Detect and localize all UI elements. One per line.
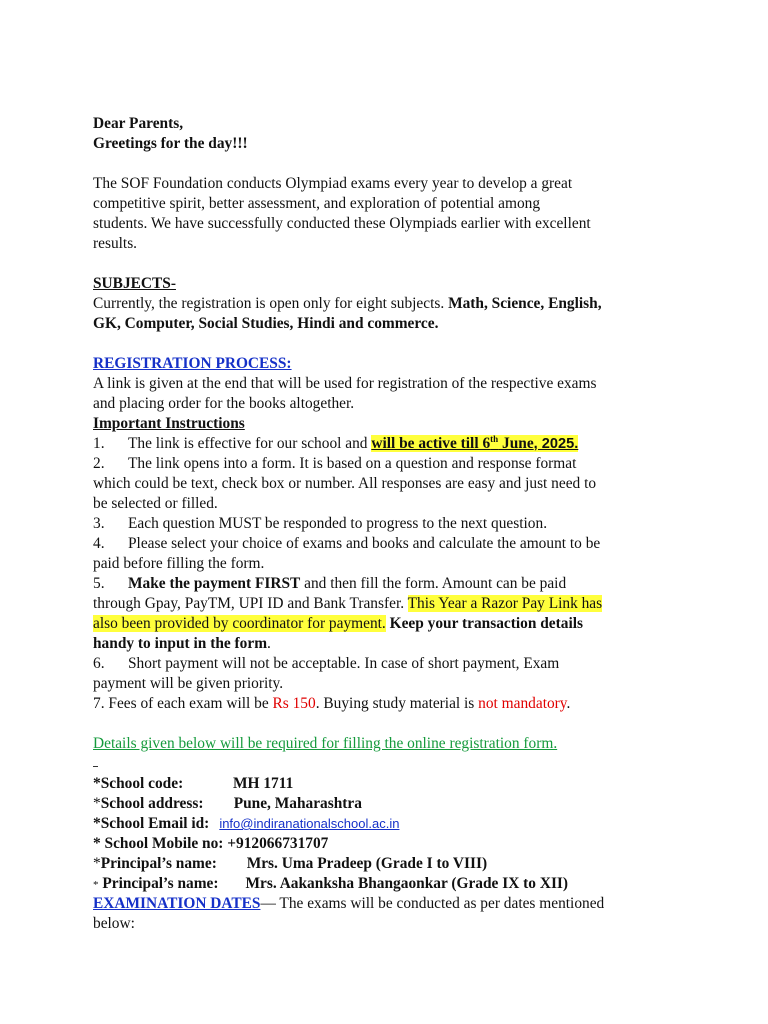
principal-value: Mrs. Aakanksha Bhangaonkar (Grade IX to XII) (245, 875, 569, 892)
principal-label: Principal’s name: (100, 855, 217, 872)
instruction-item-7 (93, 694, 683, 714)
highlight-text: June (498, 435, 534, 452)
instruction-line: which could be text, check box or number. All responses are easy and just need to (93, 475, 597, 492)
instruction-item-2 (93, 454, 683, 474)
dash: — (260, 895, 276, 912)
registration-heading: REGISTRATION PROCESS: (93, 355, 292, 372)
exam-dates-heading: EXAMINATION DATES (93, 895, 261, 912)
not-mandatory: not mandatory (478, 695, 567, 712)
instruction-item-1 (93, 434, 683, 454)
transaction-note: Keep your transaction details (385, 615, 583, 632)
underline-mark (93, 754, 98, 767)
school-email-row (93, 814, 683, 834)
salutation: Dear Parents, (93, 115, 184, 132)
instruction-text: . Buying study material is (315, 695, 479, 712)
intro-paragraph (93, 174, 683, 254)
instruction-text: The link is effective for our school and (128, 435, 372, 452)
school-code-value: MH 1711 (233, 775, 294, 792)
razorpay-highlight: also been provided by coordinator for payment. (93, 615, 386, 632)
instruction-item-4 (93, 534, 683, 554)
school-code-label: *School code: (93, 775, 184, 792)
instruction-text: Please select your choice of exams and books and calculate the amount to be (128, 535, 601, 552)
instruction-text: Each question MUST be responded to progress to the next question. (128, 515, 548, 532)
superscript: th (490, 434, 499, 444)
subjects-list: Math, Science, English, (448, 295, 602, 312)
instruction-text: Short payment will not be acceptable. In case of short payment, Exam (128, 655, 560, 672)
school-mobile-value: +912066731707 (227, 835, 329, 852)
instruction-line: paid before filling the form. (93, 555, 265, 572)
school-email-label: *School Email id: (93, 815, 210, 832)
asterisk: * (93, 795, 101, 812)
period: . (267, 635, 271, 652)
registration-line: and placing order for the books altogether. (93, 395, 355, 412)
subjects-text: Currently, the registration is open only for eight subjects. (93, 295, 449, 312)
instruction-line (93, 594, 683, 614)
item-number: 1. (93, 435, 105, 452)
asterisk: * (93, 879, 99, 891)
asterisk: * (93, 855, 101, 872)
item-number: 5. (93, 575, 105, 592)
active-till-highlight (371, 435, 578, 452)
instruction-item-3 (93, 514, 683, 534)
school-details (93, 774, 683, 894)
payment-first: Make the payment FIRST (128, 575, 301, 592)
highlight-text: will be active till 6 (371, 435, 491, 452)
registration-line: A link is given at the end that will be used for registration of the respective exams (93, 375, 597, 392)
period: . (566, 695, 571, 712)
school-email-link[interactable]: info@indiranationalschool.ac.in (219, 816, 400, 831)
intro-line: The SOF Foundation conducts Olympiad exams every year to develop a great (93, 175, 573, 192)
highlight-year: , 2025. (533, 436, 579, 452)
instruction-line: payment will be given priority. (93, 675, 284, 692)
details-note: Details given below will be required for filling the online registration form. (93, 735, 558, 752)
instruction-text: 7. Fees of each exam will be (93, 695, 273, 712)
item-number: 3. (93, 515, 105, 532)
instructions-heading: Important Instructions (93, 415, 245, 432)
razorpay-highlight: This Year a Razor Pay Link has (407, 595, 603, 612)
instruction-item-5 (93, 574, 683, 594)
exam-dates-section (93, 894, 683, 934)
instruction-text: The link opens into a form. It is based on a question and response format (128, 455, 577, 472)
instructions-list (93, 434, 683, 714)
school-mobile-row (93, 834, 683, 854)
instruction-text: through Gpay, PayTM, UPI ID and Bank Transfer. (93, 595, 408, 612)
principal-row-2 (93, 874, 683, 894)
instruction-line (93, 634, 683, 654)
school-mobile-label: * School Mobile no: (93, 835, 228, 852)
fee-amount: Rs 150 (272, 695, 316, 712)
school-address-row (93, 794, 683, 814)
item-number: 6. (93, 655, 105, 672)
instruction-text: and then fill the form. Amount can be paid (300, 575, 567, 592)
school-code-row (93, 774, 683, 794)
item-number: 2. (93, 455, 105, 472)
instruction-line (93, 614, 683, 634)
subjects-section (93, 274, 683, 334)
spacer-mark (93, 754, 683, 774)
subjects-heading: SUBJECTS- (93, 275, 176, 292)
transaction-note: handy to input in the form (93, 635, 268, 652)
subjects-list-cont: GK, Computer, Social Studies, Hindi and commerce. (93, 315, 439, 332)
intro-line: competitive spirit, better assessment, and exploration of potential among (93, 195, 541, 212)
school-address-label: School address: (100, 795, 204, 812)
exam-dates-line: below: (93, 915, 135, 932)
greeting-line: Greetings for the day!!! (93, 135, 248, 152)
intro-line: students. We have successfully conducted these Olympiads earlier with excellent (93, 215, 591, 232)
exam-dates-line (93, 894, 683, 914)
school-address-value: Pune, Maharashtra (233, 795, 362, 812)
intro-line: results. (93, 235, 138, 252)
principal-row-1 (93, 854, 683, 874)
instruction-line: be selected or filled. (93, 495, 218, 512)
principal-value: Mrs. Uma Pradeep (Grade I to VIII) (246, 855, 488, 872)
letter-document (93, 114, 683, 934)
subjects-line (93, 294, 683, 314)
principal-label: Principal’s name: (98, 875, 219, 892)
exam-dates-text: The exams will be conducted as per dates mentioned (275, 895, 605, 912)
instruction-item-6 (93, 654, 683, 674)
registration-section (93, 354, 683, 434)
item-number: 4. (93, 535, 105, 552)
